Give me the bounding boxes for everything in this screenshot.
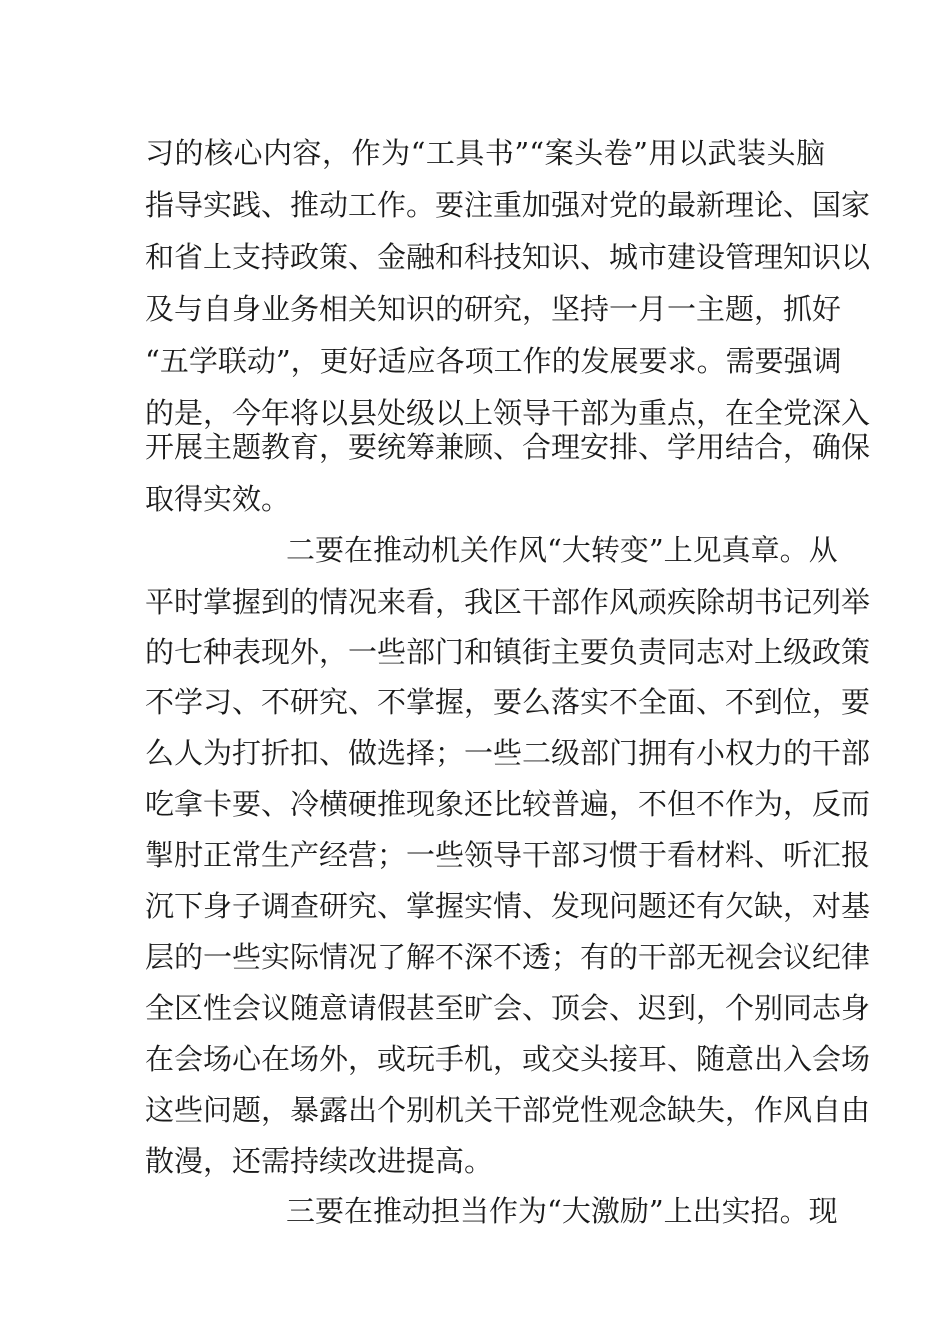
text-line: 在会场心在场外，或玩手机，或交头接耳、随意出入会场	[145, 1042, 871, 1076]
text-line: 掣肘正常生产经营；一些领导干部习惯于看材料、听汇报	[145, 838, 871, 872]
paragraph-heading-line: 二要在推动机关作风“大转变”上见真章。从	[286, 533, 838, 567]
text-line: 层的一些实际情况了解不深不透；有的干部无视会议纪律	[145, 940, 871, 974]
text-line: 习的核心内容，作为“工具书”“案头卷”用以武装头脑	[145, 136, 825, 170]
text-line: 开展主题教育，要统筹兼顾、合理安排、学用结合，确保	[145, 430, 871, 464]
text-line: “五学联动”，更好适应各项工作的发展要求。需要强调	[145, 344, 842, 378]
text-line: 和省上支持政策、金融和科技知识、城市建设管理知识以	[145, 240, 871, 274]
text-line: 的七种表现外，一些部门和镇街主要负责同志对上级政策	[145, 635, 871, 669]
text-line: 么人为打折扣、做选择；一些二级部门拥有小权力的干部	[145, 736, 871, 770]
text-line: 散漫，还需持续改进提高。	[145, 1144, 494, 1178]
text-line: 不学习、不研究、不掌握，要么落实不全面、不到位，要	[145, 685, 871, 719]
text-line: 的是，今年将以县处级以上领导干部为重点，在全党深入	[145, 396, 871, 430]
text-line: 全区性会议随意请假甚至旷会、顶会、迟到，个别同志身	[145, 991, 871, 1025]
text-line: 平时掌握到的情况来看，我区干部作风顽疾除胡书记列举	[145, 585, 871, 619]
text-line: 吃拿卡要、冷横硬推现象还比较普遍，不但不作为，反而	[145, 787, 871, 821]
text-line: 这些问题，暴露出个别机关干部党性观念缺失，作风自由	[145, 1093, 871, 1127]
text-line: 指导实践、推动工作。要注重加强对党的最新理论、国家	[145, 188, 871, 222]
text-line: 沉下身子调查研究、掌握实情、发现问题还有欠缺，对基	[145, 889, 871, 923]
paragraph-heading-line: 三要在推动担当作为“大激励”上出实招。现	[286, 1194, 838, 1228]
text-line: 及与自身业务相关知识的研究，坚持一月一主题，抓好	[145, 292, 842, 326]
text-line: 取得实效。	[145, 482, 291, 516]
